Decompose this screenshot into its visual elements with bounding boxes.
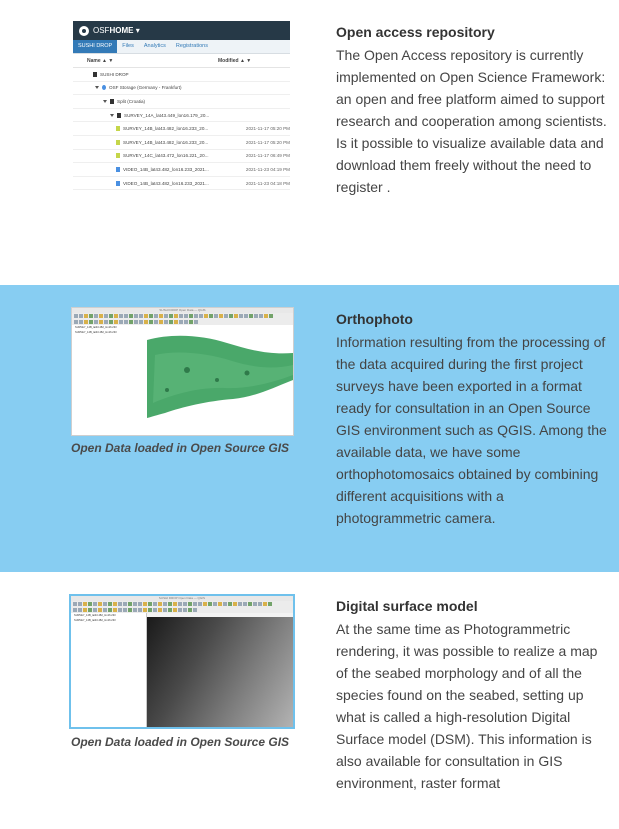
image-caption: Open Data loaded in Open Source GIS (71, 441, 290, 455)
qgis-layers-panel (72, 325, 148, 435)
qgis-titlebar: SUSHI DROP Open Data — QGIS (72, 308, 293, 313)
sort-icon: ▲ ▼ (239, 58, 252, 64)
tab-registrations: Registrations (175, 43, 208, 49)
file-row: OSF Storage (Germany - Frankfurt) (73, 82, 290, 96)
video-file-icon (116, 167, 120, 172)
storage-icon (102, 85, 106, 90)
osf-logo-icon (79, 26, 89, 36)
qgis-orthophoto-screenshot (71, 307, 294, 436)
tab-sushi-drop: SUSHI DROP (73, 40, 117, 53)
folder-icon (117, 113, 121, 118)
file-list-header: Name ▲ ▼ Modified ▲ ▼ (73, 54, 290, 68)
qgis-map-canvas (147, 325, 293, 435)
osf-screenshot (73, 21, 290, 186)
layer-item: SURVEY_14B_lat43.482_lon16.233 (75, 331, 117, 334)
osf-project-tabs (73, 40, 290, 54)
layer-item: SURVEY_14B_lat43.482_lon16.233 (75, 326, 117, 329)
section-open-access (0, 0, 619, 285)
tab-files: Files (122, 43, 134, 49)
osf-navbar (73, 21, 290, 40)
file-icon (116, 126, 120, 131)
image-caption: Open Data loaded in Open Source GIS (71, 735, 290, 749)
project-icon (93, 72, 97, 77)
qgis-dsm-screenshot (69, 594, 295, 729)
section-body: Information resulting from the processing of the data acquired during the first project surveys have been exported in a format ready for consultation in an Open Source GIS environment such as QGIS. Among the available data, we have some orthophotomosaics obtained by combining different acquisitions with a photogrammetric camera. (336, 334, 607, 526)
layer-item: SURVEY_14B_lat43.482_lon16.233 (74, 619, 116, 622)
sort-icon: ▲ ▼ (102, 58, 114, 64)
layer-item: SURVEY_14B_lat43.482_lon16.233 (74, 614, 116, 617)
file-row: SURVEY_14B_lat43.482_lon16.233_20... 2021-11-17 05:20 PM (73, 136, 290, 150)
file-row: SURVEY_14A_lat43.449_lon16.179_20... (73, 109, 290, 123)
file-row: VIDEO_14B_lat43.482_lon16.233_2021... 2021-11-23 04:18 PM (73, 177, 290, 191)
expand-icon (95, 86, 99, 89)
dsm-raster-image (147, 617, 293, 727)
qgis-titlebar: SUSHI DROP Open Data — QGIS (71, 596, 293, 601)
section-heading: Digital surface model (336, 598, 478, 614)
file-row: SUSHI DROP (73, 68, 290, 82)
file-icon (116, 153, 120, 158)
file-row: SURVEY_14C_lat43.472_lon16.221_20... 2021-11-17 06:49 PM (73, 150, 290, 164)
file-row: Split (Croatia) (73, 95, 290, 109)
qgis-layers-panel (71, 613, 147, 727)
section-body: At the same time as Photogrammetric rendering, it was possible to realize a map of the seabed morphology and of all the species found on the seabed, setting up what is called a high-resolution Digital Surface model (DSM). This information is also available for consultation in GIS environment, raster format (336, 621, 598, 791)
osf-brand: OSFHOME ▾ (93, 26, 140, 35)
orthophoto-mosaic-image (147, 325, 293, 425)
expand-icon (103, 100, 107, 103)
tab-analytics: Analytics (143, 43, 166, 49)
file-row: SURVEY_14B_lat43.482_lon16.233_20... 2021-11-17 05:20 PM (73, 122, 290, 136)
file-row: VIDEO_14B_lat43.482_lon16.233_2021... 2021-11-23 04:19 PM (73, 163, 290, 177)
section-body: The Open Access repository is currently implemented on Open Science Framework: an open and free platform aimed to support research and cooperation among scientists. Is it possible to visualize available data and download them freely without the need to register . (336, 47, 607, 195)
file-icon (116, 140, 120, 145)
expand-icon (110, 114, 114, 117)
video-file-icon (116, 181, 120, 186)
folder-icon (110, 99, 114, 104)
section-heading: Orthophoto (336, 311, 413, 327)
section-heading: Open access repository (336, 24, 495, 40)
chevron-down-icon: ▾ (135, 26, 140, 35)
